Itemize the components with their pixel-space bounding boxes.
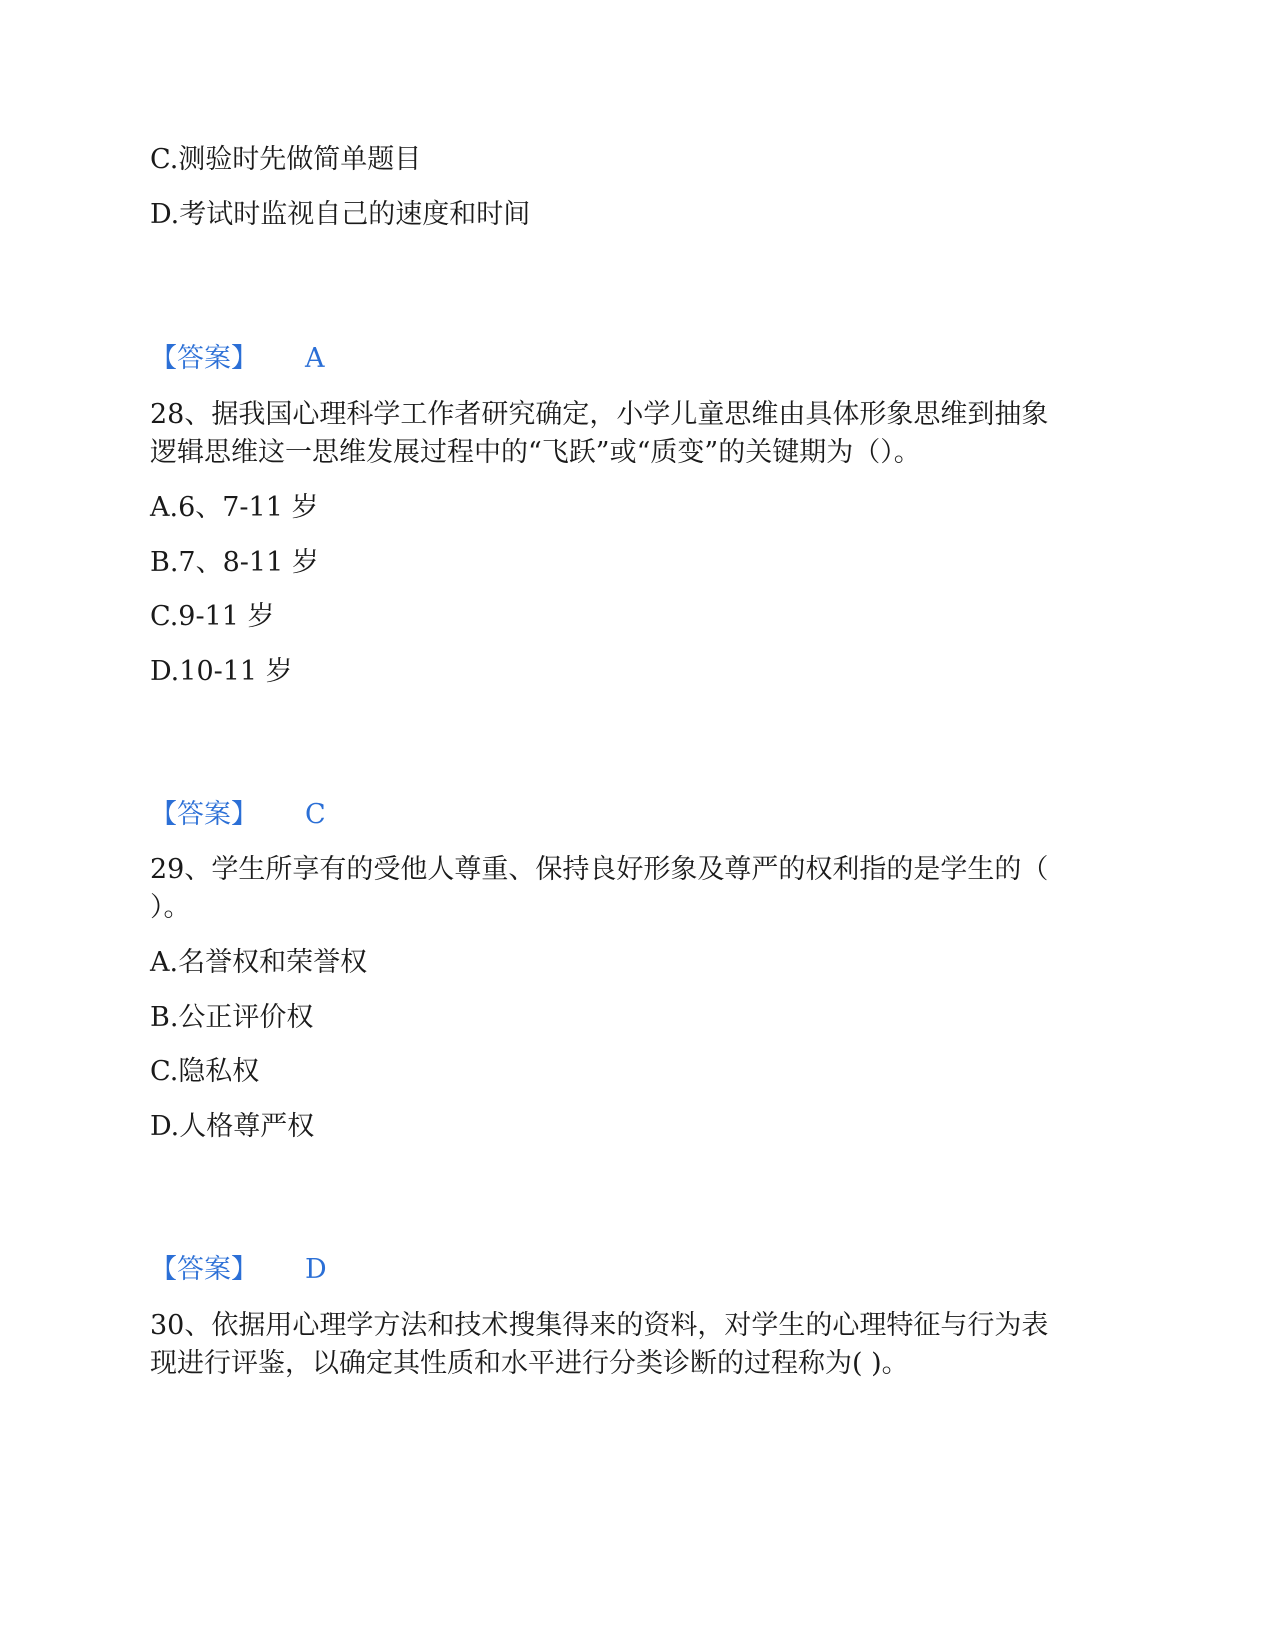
- q29-answer-label: 【答案】: [150, 1254, 258, 1285]
- q29-stem-line-1: 29、学生所享有的受他人尊重、保持良好形象及尊严的权利指的是学生的（: [150, 854, 1049, 885]
- q28-option-d: D.10-11 岁: [150, 656, 293, 687]
- q29-answer-value: D: [305, 1254, 327, 1285]
- q29-option-a: A.名誉权和荣誉权: [150, 947, 368, 978]
- q28-option-a: A.6、7-11 岁: [150, 492, 319, 523]
- q28-answer-label: 【答案】: [150, 799, 258, 830]
- prev-question-option-c: C.测验时先做简单题目: [150, 144, 422, 175]
- q29-stem-line-2: ）。: [150, 892, 191, 923]
- q29-option-c: C.隐私权: [150, 1056, 260, 1087]
- q29-option-b: B.公正评价权: [150, 1002, 314, 1033]
- prev-question-answer-value: A: [305, 343, 325, 374]
- prev-question-option-d: D.考试时监视自己的速度和时间: [150, 199, 531, 230]
- q29-option-d: D.人格尊严权: [150, 1111, 315, 1142]
- q28-stem-line-1: 28、据我国心理科学工作者研究确定，小学儿童思维由具体形象思维到抽象: [150, 399, 1049, 430]
- q30-stem-line-1: 30、依据用心理学方法和技术搜集得来的资料，对学生的心理特征与行为表: [150, 1310, 1049, 1341]
- q28-option-c: C.9-11 岁: [150, 601, 275, 632]
- q28-answer-value: C: [305, 799, 326, 830]
- q28-stem-line-2: 逻辑思维这一思维发展过程中的“飞跃”或“质变”的关键期为（）。: [150, 437, 921, 468]
- q30-stem-line-2: 现进行评鉴，以确定其性质和水平进行分类诊断的过程称为( )。: [150, 1348, 909, 1379]
- q28-option-b: B.7、8-11 岁: [150, 547, 319, 578]
- prev-question-answer-label: 【答案】: [150, 343, 258, 374]
